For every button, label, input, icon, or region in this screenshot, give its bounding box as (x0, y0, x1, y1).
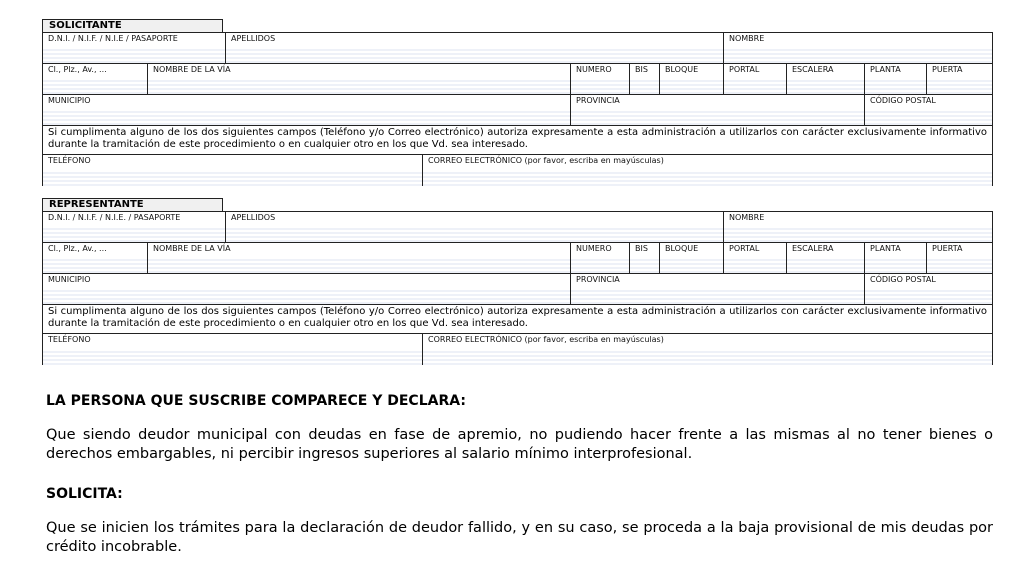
codigo-postal-label: CÓDIGO POSTAL (870, 275, 936, 284)
provincia-label: PROVINCIA (576, 275, 620, 284)
municipio-label: MUNICIPIO (48, 96, 91, 105)
numero-field[interactable] (570, 64, 629, 94)
address-row (43, 243, 992, 274)
puerta-field[interactable] (926, 64, 992, 94)
declaration-heading: LA PERSONA QUE SUSCRIBE COMPARECE Y DECLARA: (46, 393, 466, 409)
provincia-field[interactable] (570, 95, 864, 125)
numero-label: NUMERO (576, 244, 612, 253)
telefono-label: TELÉFONO (48, 156, 91, 165)
provincia-field[interactable] (570, 274, 864, 304)
identity-row (43, 33, 992, 64)
codigo-postal-field[interactable] (864, 95, 992, 125)
bloque-label: BLOQUE (665, 65, 699, 74)
tipo-via-label: Cl., Plz., Av., ... (48, 244, 107, 253)
bis-field[interactable] (629, 243, 659, 273)
form-box (42, 32, 993, 186)
contact-row (43, 334, 992, 365)
location-row (43, 274, 992, 305)
tipo-via-field[interactable] (43, 243, 147, 273)
telefono-field[interactable] (43, 155, 422, 186)
consent-note-row (43, 305, 992, 334)
escalera-field[interactable] (786, 64, 864, 94)
escalera-field[interactable] (786, 243, 864, 273)
nombre-via-field[interactable] (147, 64, 570, 94)
bloque-label: BLOQUE (665, 244, 699, 253)
bloque-field[interactable] (659, 243, 723, 273)
tipo-via-field[interactable] (43, 64, 147, 94)
escalera-label: ESCALERA (792, 65, 834, 74)
nombre-label: NOMBRE (729, 213, 765, 222)
numero-label: NUMERO (576, 65, 612, 74)
telefono-field[interactable] (43, 334, 422, 365)
dni-field[interactable] (43, 33, 225, 63)
contact-row (43, 155, 992, 186)
tipo-via-label: Cl., Plz., Av., ... (48, 65, 107, 74)
nombre-label: NOMBRE (729, 34, 765, 43)
section-title: REPRESENTANTE (42, 198, 223, 211)
nombre-field[interactable] (723, 33, 992, 63)
municipio-field[interactable] (43, 274, 570, 304)
portal-field[interactable] (723, 64, 786, 94)
numero-field[interactable] (570, 243, 629, 273)
planta-label: PLANTA (870, 244, 901, 253)
apellidos-field[interactable] (225, 212, 723, 242)
puerta-label: PUERTA (932, 65, 963, 74)
nombre-via-field[interactable] (147, 243, 570, 273)
apellidos-label: APELLIDOS (231, 34, 276, 43)
municipio-field[interactable] (43, 95, 570, 125)
escalera-label: ESCALERA (792, 244, 834, 253)
nombre-field[interactable] (723, 212, 992, 242)
form-box (42, 211, 993, 365)
identity-row (43, 212, 992, 243)
correo-label: CORREO ELECTRÓNICO (por favor, escriba en mayúsculas) (428, 156, 664, 165)
correo-field[interactable] (422, 334, 992, 365)
nombre-via-label: NOMBRE DE LA VÍA (153, 244, 231, 253)
request-heading: SOLICITA: (46, 486, 123, 502)
puerta-label: PUERTA (932, 244, 963, 253)
planta-field[interactable] (864, 64, 926, 94)
correo-label: CORREO ELECTRÓNICO (por favor, escriba en mayúsculas) (428, 335, 664, 344)
municipio-label: MUNICIPIO (48, 275, 91, 284)
bis-field[interactable] (629, 64, 659, 94)
dni-field[interactable] (43, 212, 225, 242)
correo-field[interactable] (422, 155, 992, 186)
apellidos-label: APELLIDOS (231, 213, 276, 222)
declaration-text: Que siendo deudor municipal con deudas en fase de apremio, no pudiendo hacer frente a las mismas al no tener bienes o derechos embargables, ni percibir ingresos superiores al salario mínimo interprofesional. (46, 427, 993, 462)
location-row (43, 95, 992, 126)
bis-label: BIS (635, 65, 648, 74)
consent-note-row (43, 126, 992, 155)
request-text: Que se inicien los trámites para la declaración de deudor fallido, y en su caso, se proceda a la baja provisional de mis deudas por crédito incobrable. (46, 520, 993, 555)
apellidos-field[interactable] (225, 33, 723, 63)
puerta-field[interactable] (926, 243, 992, 273)
consent-note: Si cumplimenta alguno de los dos siguientes campos (Teléfono y/o Correo electrónico) autoriza expresamente a esta administración a utilizarlos con carácter exclusivamente informativo durante la tramitación de este procedimiento o en cualquier otro en los que Vd. sea interesado. (48, 127, 987, 150)
portal-label: PORTAL (729, 244, 760, 253)
telefono-label: TELÉFONO (48, 335, 91, 344)
planta-field[interactable] (864, 243, 926, 273)
provincia-label: PROVINCIA (576, 96, 620, 105)
codigo-postal-field[interactable] (864, 274, 992, 304)
address-row (43, 64, 992, 95)
dni-label: D.N.I. / N.I.F. / N.I.E. / PASAPORTE (48, 213, 181, 222)
consent-note: Si cumplimenta alguno de los dos siguientes campos (Teléfono y/o Correo electrónico) autoriza expresamente a esta administración a utilizarlos con carácter exclusivamente informativo durante la tramitación de este procedimiento o en cualquier otro en los que Vd. sea interesado. (48, 306, 987, 329)
bloque-field[interactable] (659, 64, 723, 94)
section-title: SOLICITANTE (42, 19, 223, 32)
planta-label: PLANTA (870, 65, 901, 74)
dni-label: D.N.I. / N.I.F. / N.I.E / PASAPORTE (48, 34, 178, 43)
codigo-postal-label: CÓDIGO POSTAL (870, 96, 936, 105)
bis-label: BIS (635, 244, 648, 253)
nombre-via-label: NOMBRE DE LA VÍA (153, 65, 231, 74)
portal-field[interactable] (723, 243, 786, 273)
portal-label: PORTAL (729, 65, 760, 74)
